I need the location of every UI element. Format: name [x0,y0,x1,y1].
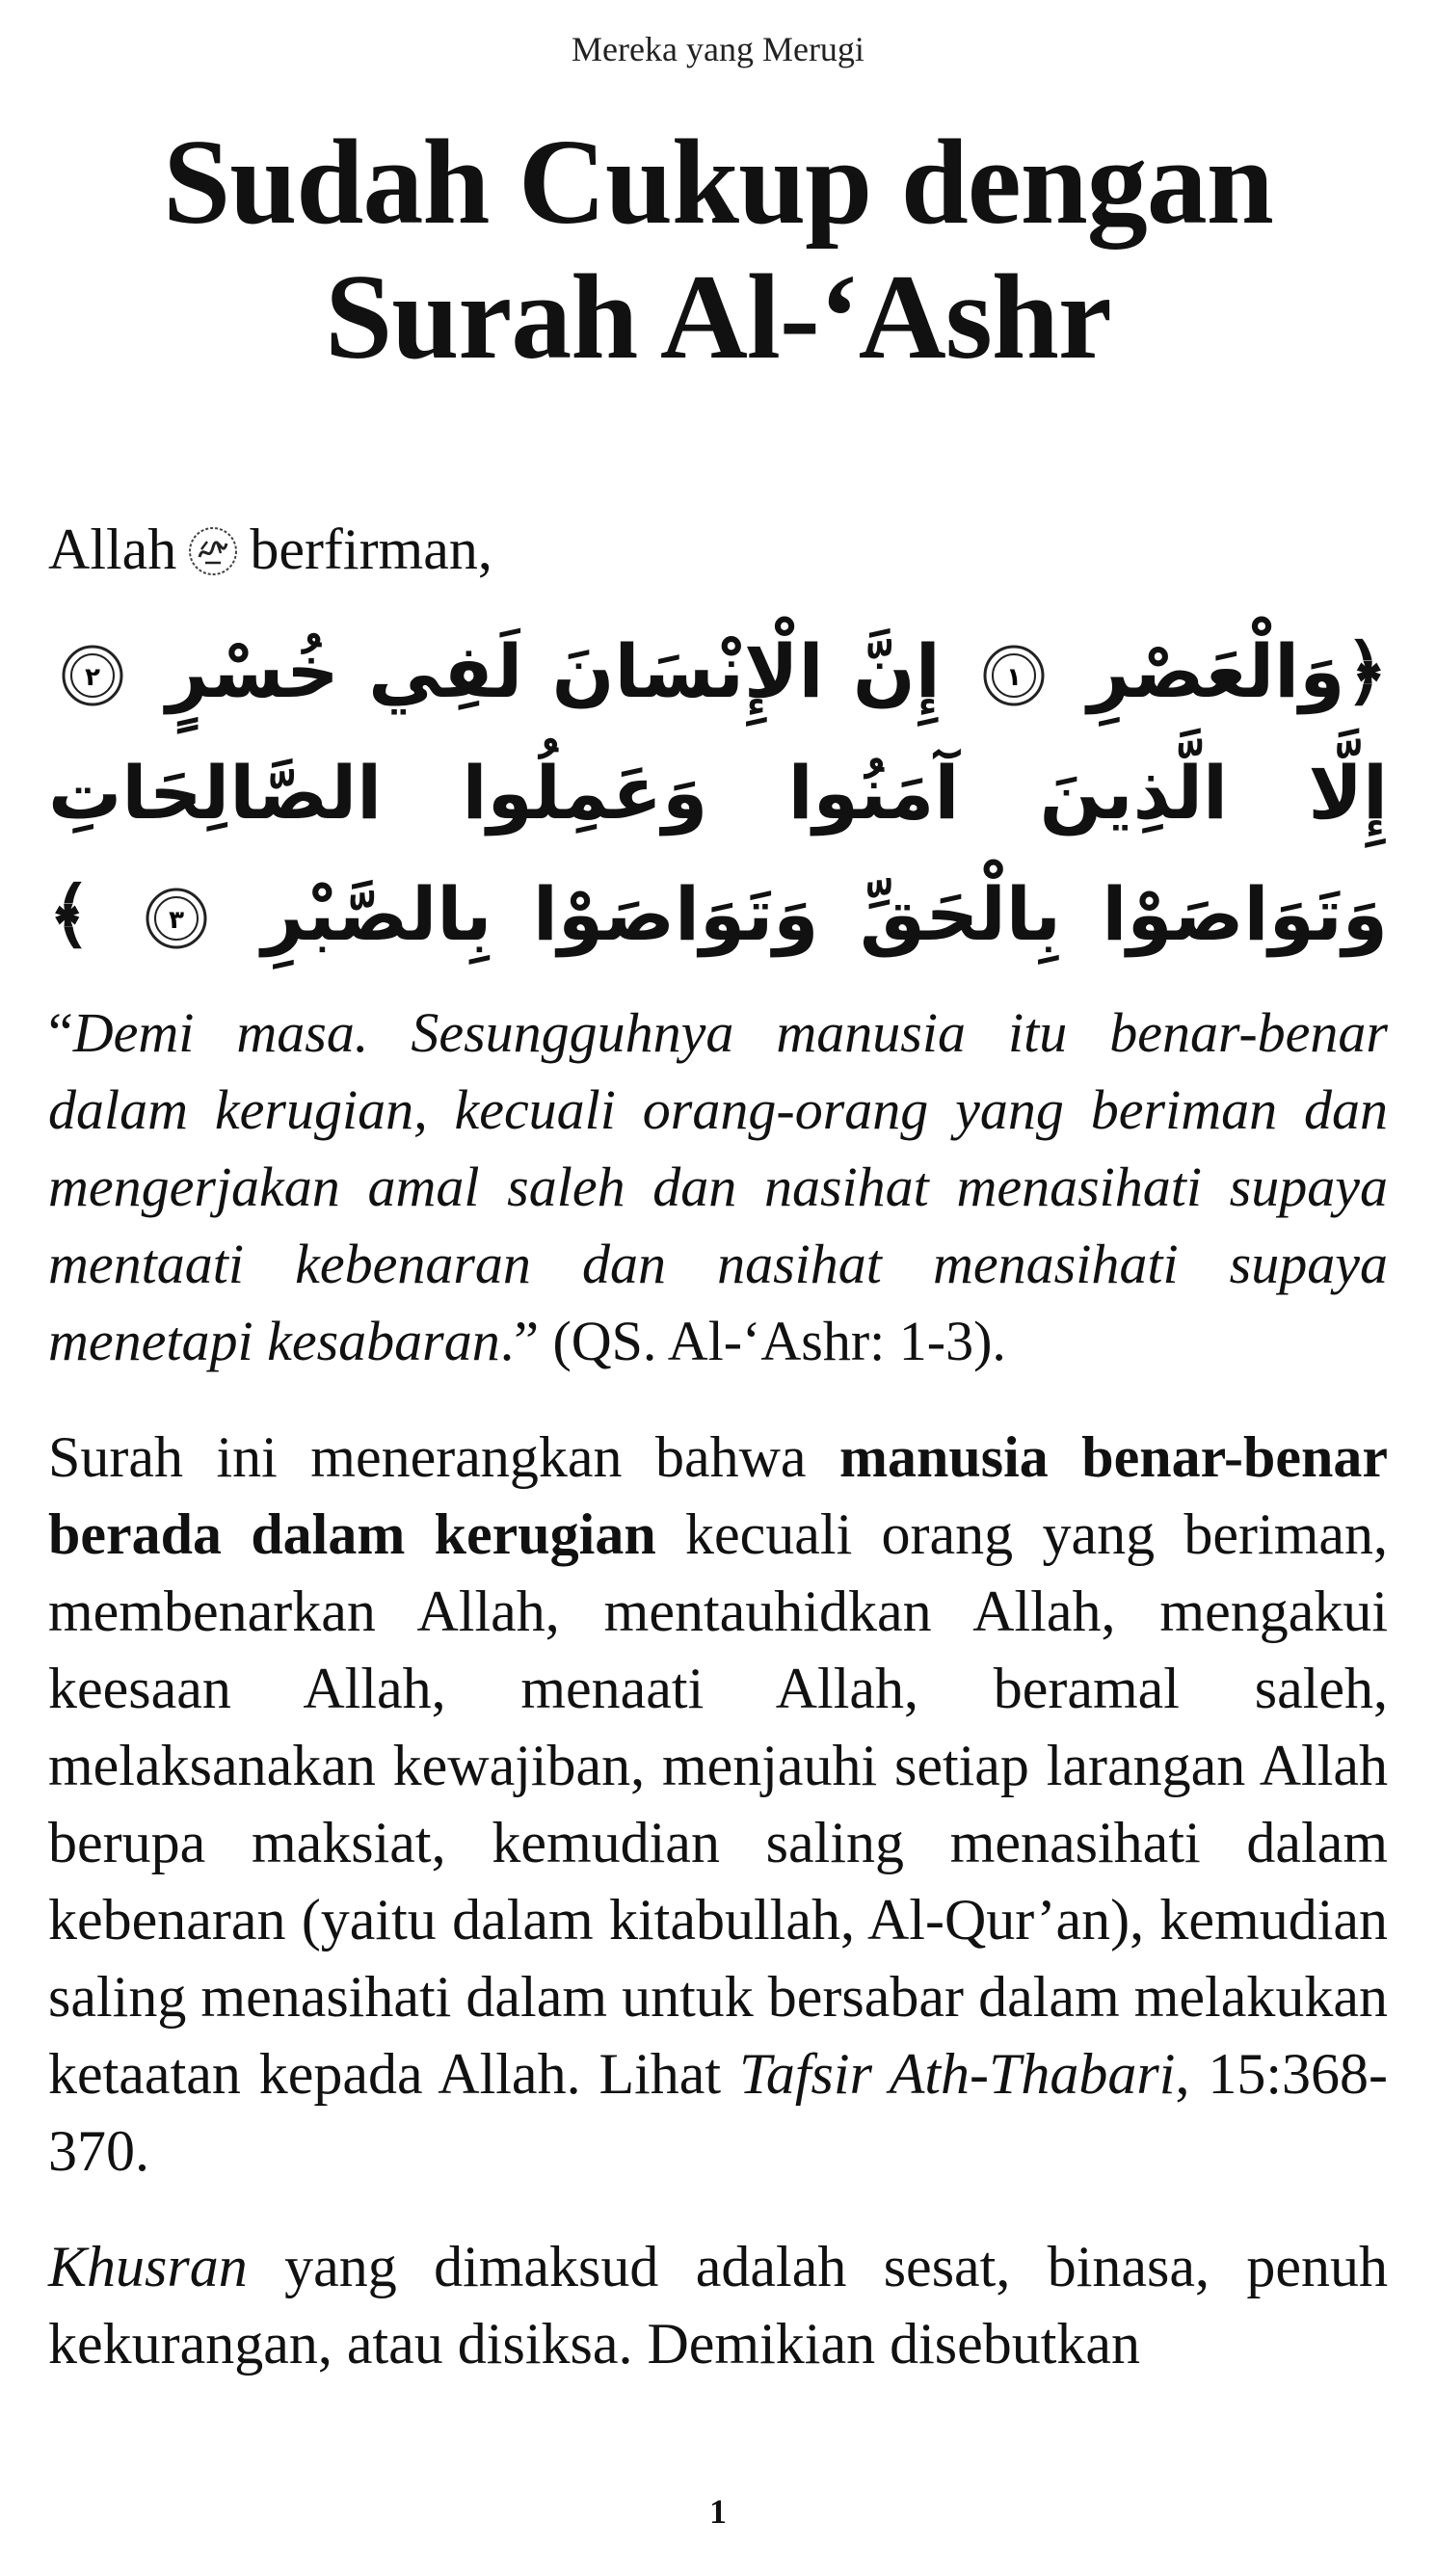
running-title: Mereka yang Merugi [572,30,864,68]
arabic-segment-2: إِنَّ الْإِنْسَانَ لَفِي خُسْرٍ [166,628,941,714]
para1-text-2: kecuali orang yang beriman, membenarkan Allah, mentauhidkan Allah, mengakui keesaan Allah, menaati Allah, beramal saleh, melaksanakan kewajiban, menjauhi setiap larangan Allah berupa maksiat, kemudian saling menasihati dalam kebenaran (yaitu dalam kitabullah, Al-Qur’an), kemudian saling menasihati dalam untuk bersabar dalam melakukan ketaatan kepada Allah. Lihat [48,1502,1388,2106]
para1-emphasis: manusia benar-benar berada dalam kerugian [48,1425,1388,1566]
quran-verse-arabic [48,611,1388,975]
ayah-number-3: ٣ [169,906,184,935]
title-line-2: Surah Al-‘Ashr [325,251,1111,385]
ayah-number-1: ١ [1006,663,1023,692]
honorific-calligraphy-icon [186,524,240,578]
paragraph-khusran [48,2228,1388,2382]
ayah-marker-3-icon [142,884,211,953]
title-line-1: Sudah Cukup dengan [163,116,1273,250]
arabic-segment-3: إِلَّا الَّذِينَ آمَنُوا وَعَمِلُوا الصَّالِحَاتِ وَتَوَاصَوْا بِالْحَقِّ وَتَوَاصَوْا بِالصَّبْرِ [48,750,1388,957]
intro-allah: Allah [48,518,177,581]
arabic-closing-bracket: ﴾ [48,871,92,957]
page-content [48,511,1388,2421]
verse-translation [48,995,1388,1380]
para2-text: yang dimaksud adalah sesat, binasa, penuh kekurangan, atau disiksa. Demikian disebutkan [48,2235,1388,2376]
translation-citation: .” (QS. Al-‘Ashr: 1-3). [499,1310,1006,1372]
page-number: 1 [709,2492,727,2531]
intro-line [48,511,1388,588]
para1-text-1: Surah ini menerangkan bahwa [48,1425,840,1489]
translation-open-quote: “ [48,1001,73,1064]
para2-term: Khusran [48,2235,248,2298]
page-title [0,116,1436,385]
arabic-segment-1: ﴿وَالْعَصْرِ [1087,628,1388,714]
translation-text: Demi masa. Sesungguhnya manusia itu benar-benar dalam kerugian, kecuali orang-orang yang beriman dan mengerjakan amal saleh dan nasihat menasihati supaya mentaati kebenaran dan nasihat menasihati supaya menetapi kesabaran [48,1001,1388,1372]
para1-book-title: Tafsir Ath-Thabari [739,2042,1176,2106]
intro-berfirman: berfirman, [250,518,492,581]
ayah-marker-1-icon [979,641,1049,710]
ayah-marker-2-icon [58,641,127,710]
ayah-number-2: ٢ [85,663,100,692]
para1-text-3: , 15:368-370. [48,2042,1388,2183]
paragraph-explanation [48,1419,1388,2190]
